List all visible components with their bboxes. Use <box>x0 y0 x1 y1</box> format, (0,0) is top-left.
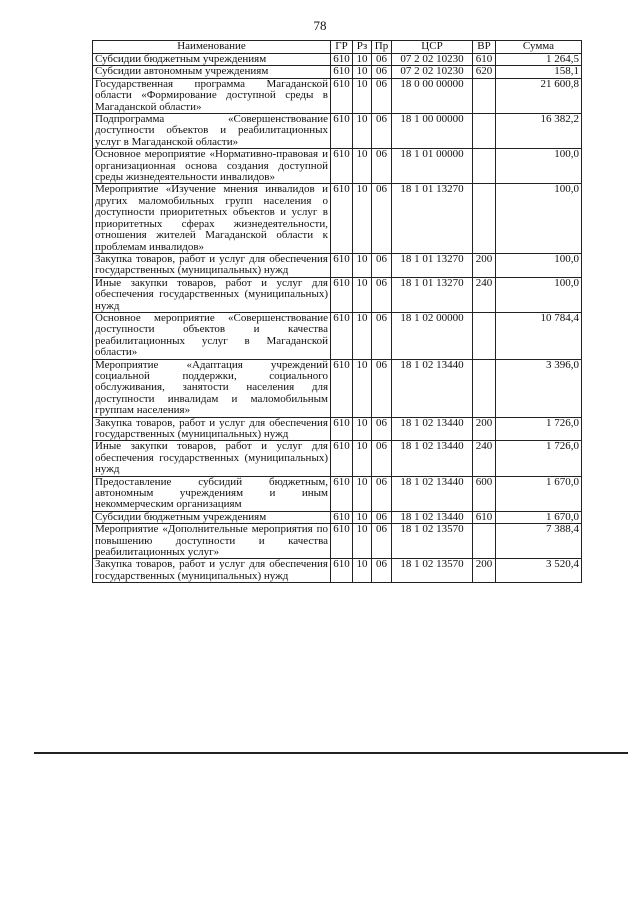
cell-name: Мероприятие «Изучение мнения инвалидов и других маломобильных групп населения о доступности приоритетных объектов и услуг в приоритетных сферах жизнедеятельности, отношения жителей Магаданской области к проблемам инвалидов» <box>93 184 331 253</box>
cell-csr: 18 1 02 13570 <box>392 559 473 583</box>
cell-pr: 06 <box>372 253 392 277</box>
cell-pr: 06 <box>372 54 392 66</box>
header-vr: ВР <box>473 41 496 54</box>
cell-rz: 10 <box>353 253 372 277</box>
cell-csr: 18 1 01 13270 <box>392 184 473 253</box>
cell-pr: 06 <box>372 312 392 359</box>
cell-sum: 1 726,0 <box>496 417 582 441</box>
cell-sum: 16 382,2 <box>496 114 582 149</box>
cell-sum: 100,0 <box>496 149 582 184</box>
cell-name: Закупка товаров, работ и услуг для обеспечения государственных (муниципальных) нужд <box>93 253 331 277</box>
cell-csr: 07 2 02 10230 <box>392 66 473 78</box>
cell-gr: 610 <box>331 78 353 113</box>
cell-vr: 610 <box>473 511 496 523</box>
cell-pr: 06 <box>372 524 392 559</box>
page-number: 78 <box>313 18 327 33</box>
cell-rz: 10 <box>353 359 372 417</box>
table-row <box>93 149 582 184</box>
cell-csr: 18 1 01 13270 <box>392 253 473 277</box>
cell-rz: 10 <box>353 78 372 113</box>
footer-divider <box>34 752 628 754</box>
table-row <box>93 511 582 523</box>
table-row <box>93 476 582 511</box>
cell-rz: 10 <box>353 476 372 511</box>
cell-name: Государственная программа Магаданской области «Формирование доступной среды в Магаданской области» <box>93 78 331 113</box>
table-row <box>93 184 582 253</box>
cell-name: Мероприятие «Дополнительные мероприятия по повышению доступности и качества реабилитационных услуг» <box>93 524 331 559</box>
table-row <box>93 114 582 149</box>
header-csr: ЦСР <box>392 41 473 54</box>
cell-sum: 1 264,5 <box>496 54 582 66</box>
cell-sum: 158,1 <box>496 66 582 78</box>
cell-sum: 3 396,0 <box>496 359 582 417</box>
cell-csr: 07 2 02 10230 <box>392 54 473 66</box>
cell-rz: 10 <box>353 114 372 149</box>
cell-csr: 18 1 00 00000 <box>392 114 473 149</box>
cell-gr: 610 <box>331 559 353 583</box>
header-name: Наименование <box>93 41 331 54</box>
cell-rz: 10 <box>353 184 372 253</box>
table-row <box>93 441 582 476</box>
cell-sum: 7 388,4 <box>496 524 582 559</box>
cell-sum: 100,0 <box>496 277 582 312</box>
table-row <box>93 253 582 277</box>
cell-name: Основное мероприятие «Совершенствование доступности объектов и качества реабилитационных услуг в Магаданской области» <box>93 312 331 359</box>
cell-gr: 610 <box>331 417 353 441</box>
cell-rz: 10 <box>353 54 372 66</box>
cell-csr: 18 1 02 13440 <box>392 359 473 417</box>
header-sum: Сумма <box>496 41 582 54</box>
table-row <box>93 277 582 312</box>
cell-rz: 10 <box>353 149 372 184</box>
cell-pr: 06 <box>372 78 392 113</box>
cell-vr: 240 <box>473 277 496 312</box>
cell-name: Закупка товаров, работ и услуг для обеспечения государственных (муниципальных) нужд <box>93 559 331 583</box>
cell-sum: 1 670,0 <box>496 511 582 523</box>
cell-rz: 10 <box>353 559 372 583</box>
cell-vr: 200 <box>473 253 496 277</box>
cell-csr: 18 1 02 13570 <box>392 524 473 559</box>
cell-gr: 610 <box>331 277 353 312</box>
cell-sum: 100,0 <box>496 253 582 277</box>
cell-sum: 21 600,8 <box>496 78 582 113</box>
cell-vr <box>473 359 496 417</box>
cell-rz: 10 <box>353 312 372 359</box>
cell-pr: 06 <box>372 277 392 312</box>
cell-pr: 06 <box>372 114 392 149</box>
cell-gr: 610 <box>331 511 353 523</box>
budget-table <box>92 40 582 583</box>
cell-name: Закупка товаров, работ и услуг для обеспечения государственных (муниципальных) нужд <box>93 417 331 441</box>
table-row <box>93 66 582 78</box>
cell-rz: 10 <box>353 66 372 78</box>
cell-pr: 06 <box>372 559 392 583</box>
cell-pr: 06 <box>372 441 392 476</box>
cell-rz: 10 <box>353 441 372 476</box>
cell-gr: 610 <box>331 359 353 417</box>
cell-rz: 10 <box>353 511 372 523</box>
table-header-row <box>93 41 582 54</box>
cell-pr: 06 <box>372 511 392 523</box>
cell-vr: 610 <box>473 54 496 66</box>
cell-gr: 610 <box>331 114 353 149</box>
cell-sum: 10 784,4 <box>496 312 582 359</box>
cell-vr: 620 <box>473 66 496 78</box>
table-row <box>93 524 582 559</box>
cell-pr: 06 <box>372 417 392 441</box>
cell-sum: 3 520,4 <box>496 559 582 583</box>
cell-csr: 18 0 00 00000 <box>392 78 473 113</box>
cell-csr: 18 1 02 13440 <box>392 417 473 441</box>
header-gr: ГР <box>331 41 353 54</box>
cell-name: Предоставление субсидий бюджетным, автономным учреждениям и иным некоммерческим организациям <box>93 476 331 511</box>
cell-sum: 1 670,0 <box>496 476 582 511</box>
cell-vr <box>473 524 496 559</box>
cell-csr: 18 1 02 13440 <box>392 441 473 476</box>
cell-gr: 610 <box>331 149 353 184</box>
table-row <box>93 78 582 113</box>
cell-csr: 18 1 01 00000 <box>392 149 473 184</box>
cell-gr: 610 <box>331 54 353 66</box>
cell-gr: 610 <box>331 312 353 359</box>
cell-pr: 06 <box>372 359 392 417</box>
cell-vr <box>473 114 496 149</box>
cell-name: Субсидии автономным учреждениям <box>93 66 331 78</box>
table-row <box>93 54 582 66</box>
header-rz: Рз <box>353 41 372 54</box>
cell-name: Субсидии бюджетным учреждениям <box>93 511 331 523</box>
cell-vr: 200 <box>473 559 496 583</box>
cell-vr: 240 <box>473 441 496 476</box>
cell-pr: 06 <box>372 476 392 511</box>
cell-name: Подпрограмма «Совершенствование доступности объектов и реабилитационных услуг в Магаданской области» <box>93 114 331 149</box>
cell-rz: 10 <box>353 417 372 441</box>
cell-pr: 06 <box>372 66 392 78</box>
cell-csr: 18 1 01 13270 <box>392 277 473 312</box>
cell-name: Основное мероприятие «Нормативно-правовая и организационная основа создания доступной среды жизнедеятельности инвалидов» <box>93 149 331 184</box>
cell-pr: 06 <box>372 149 392 184</box>
cell-csr: 18 1 02 00000 <box>392 312 473 359</box>
cell-vr: 200 <box>473 417 496 441</box>
cell-name: Иные закупки товаров, работ и услуг для обеспечения государственных (муниципальных) нужд <box>93 277 331 312</box>
cell-csr: 18 1 02 13440 <box>392 511 473 523</box>
cell-pr: 06 <box>372 184 392 253</box>
table-row <box>93 312 582 359</box>
cell-vr <box>473 149 496 184</box>
cell-vr <box>473 184 496 253</box>
cell-rz: 10 <box>353 524 372 559</box>
cell-gr: 610 <box>331 253 353 277</box>
cell-gr: 610 <box>331 441 353 476</box>
cell-rz: 10 <box>353 277 372 312</box>
cell-vr <box>473 312 496 359</box>
table-row <box>93 559 582 583</box>
cell-gr: 610 <box>331 184 353 253</box>
cell-vr: 600 <box>473 476 496 511</box>
table-row <box>93 417 582 441</box>
cell-csr: 18 1 02 13440 <box>392 476 473 511</box>
cell-gr: 610 <box>331 66 353 78</box>
cell-name: Иные закупки товаров, работ и услуг для обеспечения государственных (муниципальных) нужд <box>93 441 331 476</box>
cell-sum: 100,0 <box>496 184 582 253</box>
cell-vr <box>473 78 496 113</box>
header-pr: Пр <box>372 41 392 54</box>
cell-gr: 610 <box>331 524 353 559</box>
table-row <box>93 359 582 417</box>
cell-name: Субсидии бюджетным учреждениям <box>93 54 331 66</box>
cell-name: Мероприятие «Адаптация учреждений социальной поддержки, социального обслуживания, занятости населения для доступности инвалидам и маломобильным группам населения» <box>93 359 331 417</box>
cell-sum: 1 726,0 <box>496 441 582 476</box>
cell-gr: 610 <box>331 476 353 511</box>
